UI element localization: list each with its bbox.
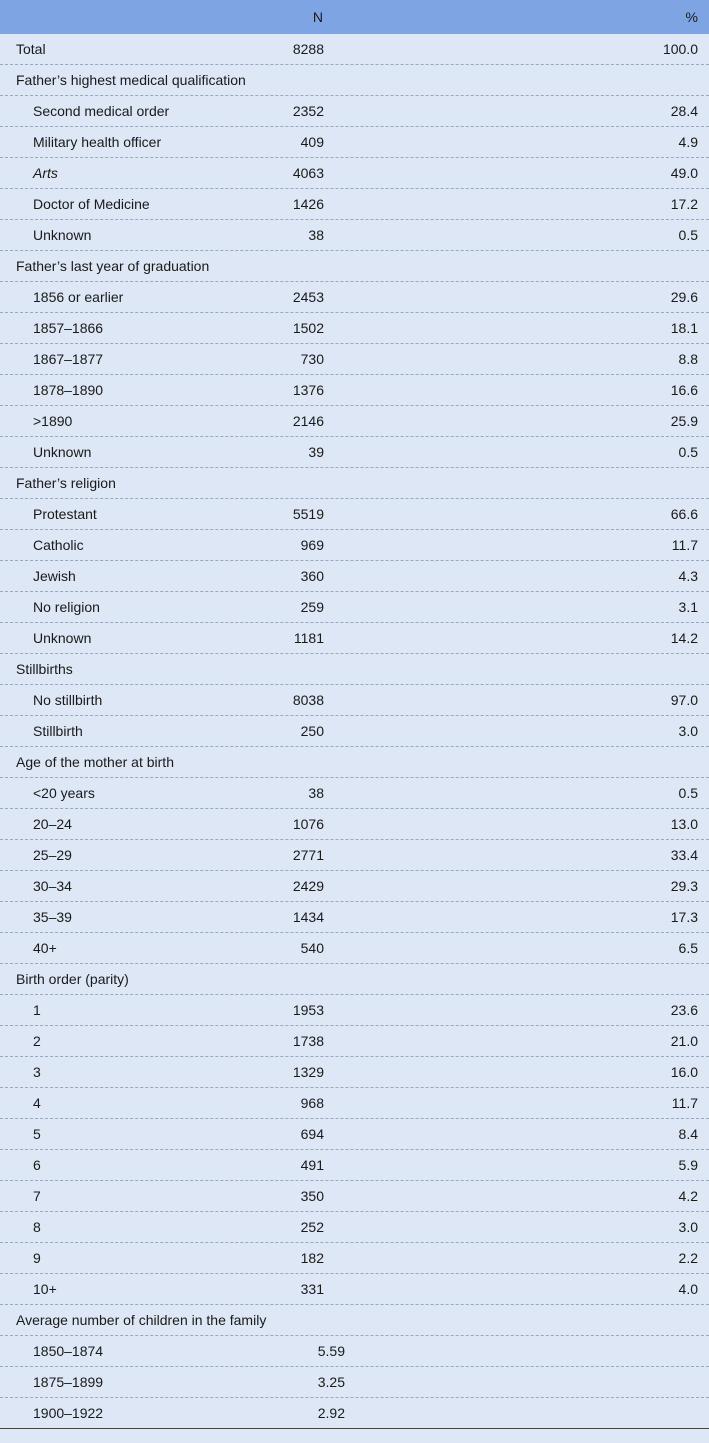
row-label: No stillbirth	[33, 692, 103, 708]
row-label: Second medical order	[33, 103, 170, 119]
table-row	[0, 716, 709, 747]
row-label: 6	[33, 1157, 41, 1173]
table-row	[0, 344, 709, 375]
header-n: N	[312, 9, 323, 25]
row-label: 20–24	[33, 816, 72, 832]
row-pct: 0.5	[678, 785, 698, 801]
row-label: 4	[33, 1095, 41, 1111]
row-pct: 8.4	[678, 1126, 698, 1142]
row-label: 5	[33, 1126, 41, 1142]
row-label: Stillbirths	[16, 661, 73, 677]
row-n: 252	[300, 1219, 324, 1235]
row-n: 8038	[292, 692, 324, 708]
row-label: Father’s religion	[16, 475, 116, 491]
row-label: 1857–1866	[33, 320, 104, 336]
row-pct: 4.9	[678, 134, 698, 150]
row-pct: 13.0	[670, 816, 698, 832]
row-pct: 28.4	[670, 103, 698, 119]
row-n: 2352	[292, 103, 324, 119]
row-pct: 21.0	[670, 1033, 698, 1049]
row-label: Average number of children in the family	[16, 1312, 267, 1328]
row-pct: 29.3	[670, 878, 698, 894]
row-n: 491	[300, 1157, 324, 1173]
section-row	[0, 34, 709, 65]
table-body	[0, 34, 709, 1429]
table-row	[0, 778, 709, 809]
section-row	[0, 251, 709, 282]
row-n: 5.59	[317, 1343, 345, 1359]
row-label: Age of the mother at birth	[16, 754, 174, 770]
header-pct: %	[685, 9, 698, 25]
row-n: 2453	[292, 289, 324, 305]
row-pct: 33.4	[670, 847, 698, 863]
row-pct: 4.3	[678, 568, 698, 584]
table-row	[0, 1026, 709, 1057]
row-pct: 4.2	[678, 1188, 698, 1204]
row-n: 39	[308, 444, 324, 460]
row-n: 350	[300, 1188, 324, 1204]
table-row	[0, 189, 709, 220]
row-n: 38	[308, 785, 324, 801]
row-pct: 29.6	[670, 289, 698, 305]
table-row	[0, 592, 709, 623]
row-pct: 16.0	[670, 1064, 698, 1080]
row-label: 30–34	[33, 878, 72, 894]
table-row	[0, 995, 709, 1026]
row-n: 3.25	[317, 1374, 345, 1390]
row-label: 1867–1877	[33, 351, 104, 367]
table-row	[0, 499, 709, 530]
table-row	[0, 871, 709, 902]
row-n: 1953	[292, 1002, 324, 1018]
row-pct: 0.5	[678, 227, 698, 243]
row-pct: 49.0	[670, 165, 698, 181]
table-row	[0, 530, 709, 561]
row-label: Father’s last year of graduation	[16, 258, 210, 274]
row-n: 1434	[292, 909, 324, 925]
row-n: 331	[300, 1281, 324, 1297]
row-label: Doctor of Medicine	[33, 196, 150, 212]
row-label: 1	[33, 1002, 41, 1018]
row-n: 730	[300, 351, 324, 367]
row-n: 4063	[292, 165, 324, 181]
row-pct: 18.1	[670, 320, 698, 336]
row-pct: 66.6	[670, 506, 698, 522]
row-label: 1856 or earlier	[33, 289, 124, 305]
table-row	[0, 561, 709, 592]
row-pct: 6.5	[678, 940, 698, 956]
row-n: 969	[300, 537, 324, 553]
row-pct: 8.8	[678, 351, 698, 367]
row-label: Protestant	[33, 506, 97, 522]
table-row	[0, 1336, 709, 1367]
row-n: 1181	[293, 630, 324, 646]
row-n: 968	[300, 1095, 324, 1111]
row-n: 1376	[292, 382, 324, 398]
table-row	[0, 809, 709, 840]
row-pct: 3.0	[678, 723, 698, 739]
row-pct: 3.0	[678, 1219, 698, 1235]
table-row	[0, 96, 709, 127]
row-label: Jewish	[33, 568, 76, 584]
row-n: 8288	[292, 41, 324, 57]
row-label: Birth order (parity)	[16, 971, 129, 987]
row-n: 5519	[292, 506, 324, 522]
row-label: Total	[16, 41, 46, 57]
row-pct: 25.9	[670, 413, 698, 429]
table-row	[0, 1150, 709, 1181]
table-row	[0, 282, 709, 313]
row-pct: 3.1	[678, 599, 698, 615]
row-label: Catholic	[33, 537, 84, 553]
row-n: 360	[300, 568, 324, 584]
table-row	[0, 127, 709, 158]
table-row	[0, 1181, 709, 1212]
table-row	[0, 375, 709, 406]
section-row	[0, 1305, 709, 1336]
section-row	[0, 654, 709, 685]
row-label: Unknown	[33, 227, 92, 243]
table-row	[0, 623, 709, 654]
row-n: 2146	[292, 413, 324, 429]
row-label: 2	[33, 1033, 41, 1049]
row-label: No religion	[33, 599, 100, 615]
row-label: Military health officer	[33, 134, 162, 150]
row-n: 38	[308, 227, 324, 243]
row-pct: 100.0	[662, 41, 698, 57]
row-pct: 17.2	[670, 196, 698, 212]
row-label: 7	[33, 1188, 41, 1204]
row-label: Unknown	[33, 630, 92, 646]
table-row	[0, 158, 709, 189]
table-row	[0, 406, 709, 437]
row-n: 182	[300, 1250, 324, 1266]
row-n: 540	[300, 940, 324, 956]
row-n: 1426	[292, 196, 324, 212]
row-pct: 11.7	[671, 1095, 698, 1111]
row-label: Unknown	[33, 444, 92, 460]
row-pct: 14.2	[670, 630, 698, 646]
row-label: 1850–1874	[33, 1343, 104, 1359]
row-n: 2429	[292, 878, 324, 894]
row-label: >1890	[33, 413, 73, 429]
table-row	[0, 1274, 709, 1305]
table-row	[0, 220, 709, 251]
row-label: 25–29	[33, 847, 72, 863]
row-n: 694	[300, 1126, 324, 1142]
row-pct: 16.6	[670, 382, 698, 398]
row-n: 259	[300, 599, 324, 615]
table-row	[0, 902, 709, 933]
row-label: Stillbirth	[33, 723, 83, 739]
table-row	[0, 437, 709, 468]
row-n: 250	[300, 723, 324, 739]
table-row	[0, 1212, 709, 1243]
row-n: 1738	[292, 1033, 324, 1049]
row-label: 40+	[33, 940, 57, 956]
table-row	[0, 1367, 709, 1398]
row-label: 1878–1890	[33, 382, 104, 398]
row-n: 1329	[292, 1064, 324, 1080]
row-pct: 5.9	[678, 1157, 698, 1173]
row-label: 1875–1899	[33, 1374, 104, 1390]
table-row	[0, 685, 709, 716]
row-label: 10+	[33, 1281, 57, 1297]
table-row	[0, 840, 709, 871]
table-row	[0, 313, 709, 344]
row-pct: 11.7	[671, 537, 698, 553]
row-n: 409	[300, 134, 324, 150]
row-n: 1502	[292, 320, 324, 336]
row-label: 9	[33, 1250, 41, 1266]
table-row	[0, 1119, 709, 1150]
row-n: 2.92	[317, 1405, 345, 1421]
row-pct: 2.2	[678, 1250, 698, 1266]
row-pct: 17.3	[670, 909, 698, 925]
section-row	[0, 468, 709, 499]
table-row	[0, 1398, 709, 1429]
row-n: 1076	[292, 816, 324, 832]
row-label: <20 years	[33, 785, 95, 801]
row-pct: 97.0	[670, 692, 698, 708]
row-label: 35–39	[33, 909, 72, 925]
row-label: 8	[33, 1219, 41, 1235]
table-header	[0, 0, 709, 34]
section-row	[0, 964, 709, 995]
table-row	[0, 933, 709, 964]
table-row	[0, 1243, 709, 1274]
section-row	[0, 65, 709, 96]
row-pct: 23.6	[670, 1002, 698, 1018]
row-n: 2771	[292, 847, 324, 863]
table-row	[0, 1057, 709, 1088]
row-label: 1900–1922	[33, 1405, 104, 1421]
row-label: Father’s highest medical qualification	[16, 72, 246, 88]
row-pct: 4.0	[678, 1281, 698, 1297]
section-row	[0, 747, 709, 778]
row-label: Arts	[33, 165, 58, 181]
row-label: 3	[33, 1064, 41, 1080]
table-row	[0, 1088, 709, 1119]
row-pct: 0.5	[678, 444, 698, 460]
